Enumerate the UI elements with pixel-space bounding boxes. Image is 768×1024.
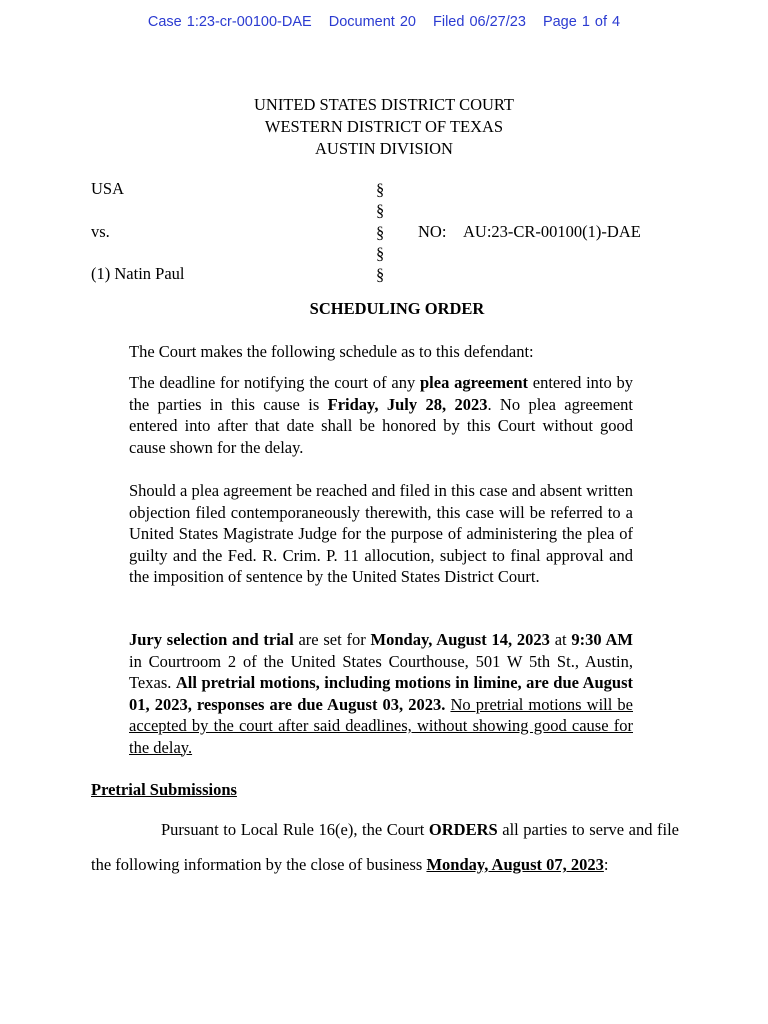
- section-symbol: §: [376, 180, 385, 199]
- pretrial-submissions-paragraph: [91, 812, 679, 882]
- pretrial-submissions-heading: Pretrial Submissions: [91, 780, 237, 799]
- text-run: The deadline for notifying the court of any: [129, 373, 420, 392]
- plea-referral-paragraph: Should a plea agreement be reached and filed in this case and absent written objection filed contemporaneously therewith, this case will be referred to a United States Magistrate Judge for the purpose of administering the plea of guilty and the Fed. R. Crim. P. 11 allocution, subject to final approval and the imposition of sentence by the United States District Court.: [129, 481, 633, 586]
- caption-defendant: (1) Natin Paul: [91, 264, 185, 283]
- text-run: all parties to serve and file the following information by the close of business: [91, 820, 679, 874]
- bold-text-run: 9:30 AM: [571, 630, 633, 649]
- section-symbol: §: [376, 244, 385, 263]
- stamp-filed-date: Filed 06/27/23: [433, 14, 526, 30]
- bold-text-run: ORDERS: [428, 820, 498, 839]
- stamp-page-number: Page 1 of 4: [542, 14, 621, 30]
- text-run: :: [603, 855, 609, 874]
- court-header: [0, 94, 768, 160]
- text-run: . No plea agreement entered into after that date shall be honored by this Court without good cause shown for the delay.: [129, 394, 634, 457]
- stamp-document-number: Document 20: [328, 14, 416, 30]
- trial-schedule-paragraph: [129, 629, 633, 758]
- intro-sentence: The Court makes the following schedule as to this defendant:: [129, 342, 534, 361]
- text-run: in Courtroom 2 of the United States Courthouse, 501 W 5th St., Austin, Texas.: [129, 651, 633, 692]
- text-run: Pursuant to Local Rule 16(e), the Court: [161, 820, 429, 839]
- text-run: are set for: [293, 630, 371, 649]
- court-name: UNITED STATES DISTRICT COURT: [253, 95, 514, 114]
- bold-underlined-date: Monday, August 07, 2023: [426, 855, 604, 874]
- bold-text-run: Friday, July 28, 2023: [327, 394, 488, 414]
- plea-deadline-paragraph: [129, 372, 633, 458]
- bold-text-run: plea agreement: [420, 373, 529, 392]
- bold-text-run: Monday, August 14, 2023: [370, 630, 550, 649]
- case-number-label: NO:: [418, 222, 447, 241]
- stamp-case-number: Case 1:23-cr-00100-DAE: [147, 14, 312, 30]
- bold-text-run: Jury selection and trial: [129, 630, 294, 649]
- section-symbol: §: [376, 265, 385, 284]
- section-symbol: §: [376, 223, 385, 242]
- caption-plaintiff: USA: [91, 179, 125, 198]
- section-symbol: §: [376, 201, 385, 220]
- court-district: WESTERN DISTRICT OF TEXAS: [264, 117, 504, 136]
- text-run: entered into by the parties in this cause is: [129, 373, 634, 414]
- case-number: AU:23-CR-00100(1)-DAE: [463, 222, 641, 241]
- court-division: AUSTIN DIVISION: [315, 139, 453, 158]
- court-filing-stamp: [0, 14, 768, 30]
- document-title: SCHEDULING ORDER: [309, 299, 485, 318]
- underlined-text-run: No pretrial motions will be accepted by the court after said deadlines, without showing good cause for the delay.: [129, 694, 633, 757]
- bold-text-run: All pretrial motions, including motions in limine, are due August 01, 2023, responses are due August 03, 2023.: [129, 673, 634, 714]
- text-run: at: [549, 630, 572, 649]
- caption-versus: vs.: [91, 222, 110, 241]
